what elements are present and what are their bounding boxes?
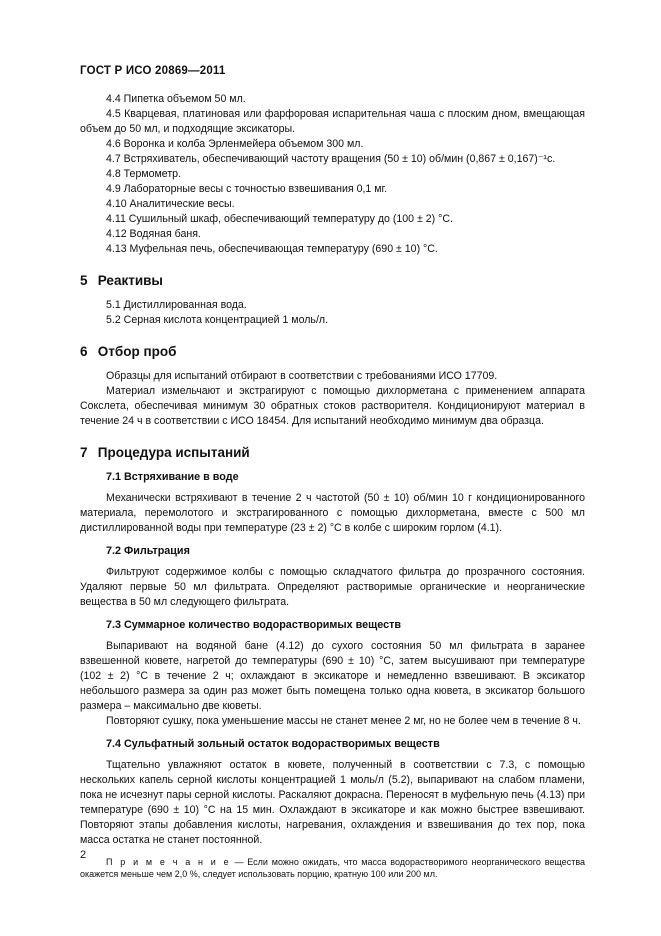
list-item: 4.12 Водяная баня. [106,228,201,240]
subsection-heading-7-3: 7.3 Суммарное количество водорастворимых веществ [106,619,402,631]
list-item: 5.1 Дистиллированная вода. [106,299,247,311]
note [80,856,585,880]
page-number: 2 [80,849,87,861]
list-item: 4.11 Сушильный шкаф, обеспечивающий температуру до (100 ± 2) °С. [106,213,453,225]
list-item: 4.9 Лабораторные весы с точностью взвешивания 0,1 мг. [106,183,388,195]
paragraph: Тщательно увлажняют остаток в кювете, полученный в соответствии с 7.3, с помощью нескольких капель серной кислоты концентрацией 1 моль/л (5.2), выпаривают на слабом пламени, пока не исчезнут пары серной кислоты. Раскаляют докрасна. Переносят в муфельную печь (4.13) при температуре (690 ± 10) °С на 15 мин. Охлаждают в эксикаторе и как можно быстрее взвешивают. Повторяют этапы добавления кислоты, нагревания, охлаждения и взвешивания до тех пор, пока масса остатка не станет постоянной. [80,759,585,846]
paragraph: Фильтруют содержимое колбы с помощью складчатого фильтра до прозрачного состояния. Удаляют первые 50 мл фильтрата. Определяют растворимые органические и неорганические вещества в 50 мл следующего фильтрата. [80,566,585,608]
list-item: 4.13 Муфельная печь, обеспечивающая температуру (690 ± 10) °С. [106,243,438,255]
list-item: 4.10 Аналитические весы. [106,198,235,210]
list-item: 4.8 Термометр. [106,168,182,180]
document-body [80,92,585,880]
list-item: 5.2 Серная кислота концентрацией 1 моль/л. [106,314,329,326]
list-item: 4.4 Пипетка объемом 50 мл. [106,93,246,105]
subsection-heading-7-1: 7.1 Встряхивание в воде [106,471,239,483]
section-heading-6: 6 Отбор проб [80,344,177,359]
note-label: П р и м е ч а н и е [106,857,231,867]
paragraph: Образцы для испытаний отбирают в соответствии с требованиями ИСО 17709. [106,370,498,382]
section-heading-5: 5 Реактивы [80,273,163,288]
paragraph: Выпаривают на водяной бане (4.12) до сухого состояния 50 мл фильтрата в заранее взвешенной кювете, нагретой до температуры (690 ± 10) °С, затем высушивают при температуре (102 ± 2) °С в течение 2 ч; охлаждают в эксикаторе и немедленно взвешивают. В эксикатор небольшого размера за один раз может быть помещена только одна кювета, в эксикатор большого размера – максимально две кюветы. [80,640,585,712]
subsection-heading-7-4: 7.4 Сульфатный зольный остаток водорастворимых веществ [106,738,440,750]
document-header: ГОСТ Р ИСО 20869—2011 [80,65,226,77]
list-item: 4.6 Воронка и колба Эрленмейера объемом 300 мл. [106,138,364,150]
section-heading-7: 7 Процедура испытаний [80,445,250,460]
paragraph: Механически встряхивают в течение 2 ч частотой (50 ± 10) об/мин 10 г кондиционированного материала, перемолотого и экстрагированного с помощью дихлорметана, вместе с 500 мл дистиллированной воды при температуре (23 ± 2) °С в колбе с широким горлом (4.1). [80,492,585,534]
paragraph: Повторяют сушку, пока уменьшение массы не станет менее 2 мг, но не более чем в течение 8 ч. [106,715,581,727]
list-item: 4.7 Встряхиватель, обеспечивающий частоту вращения (50 ± 10) об/мин (0,867 ± 0,167)⁻¹с. [106,153,556,165]
list-item: 4.5 Кварцевая, платиновая или фарфоровая испарительная чаша с плоским дном, вмещающая объем до 50 мл, и подходящие эксикаторы. [80,108,585,135]
paragraph: Материал измельчают и экстрагируют с помощью дихлорметана с применением аппарата Сокслета, обеспечивая минимум 30 обратных стоков растворителя. Кондиционируют материал в течение 24 ч в соответствии с ИСО 18454. Для испытаний необходимо минимум два образца. [80,385,585,427]
subsection-heading-7-2: 7.2 Фильтрация [106,545,190,557]
note-text: — Если можно ожидать, что масса водорастворимого неорганического вещества окажется меньше чем 2,0 %, следует использовать порцию, кратную 100 или 200 мл. [80,857,585,879]
